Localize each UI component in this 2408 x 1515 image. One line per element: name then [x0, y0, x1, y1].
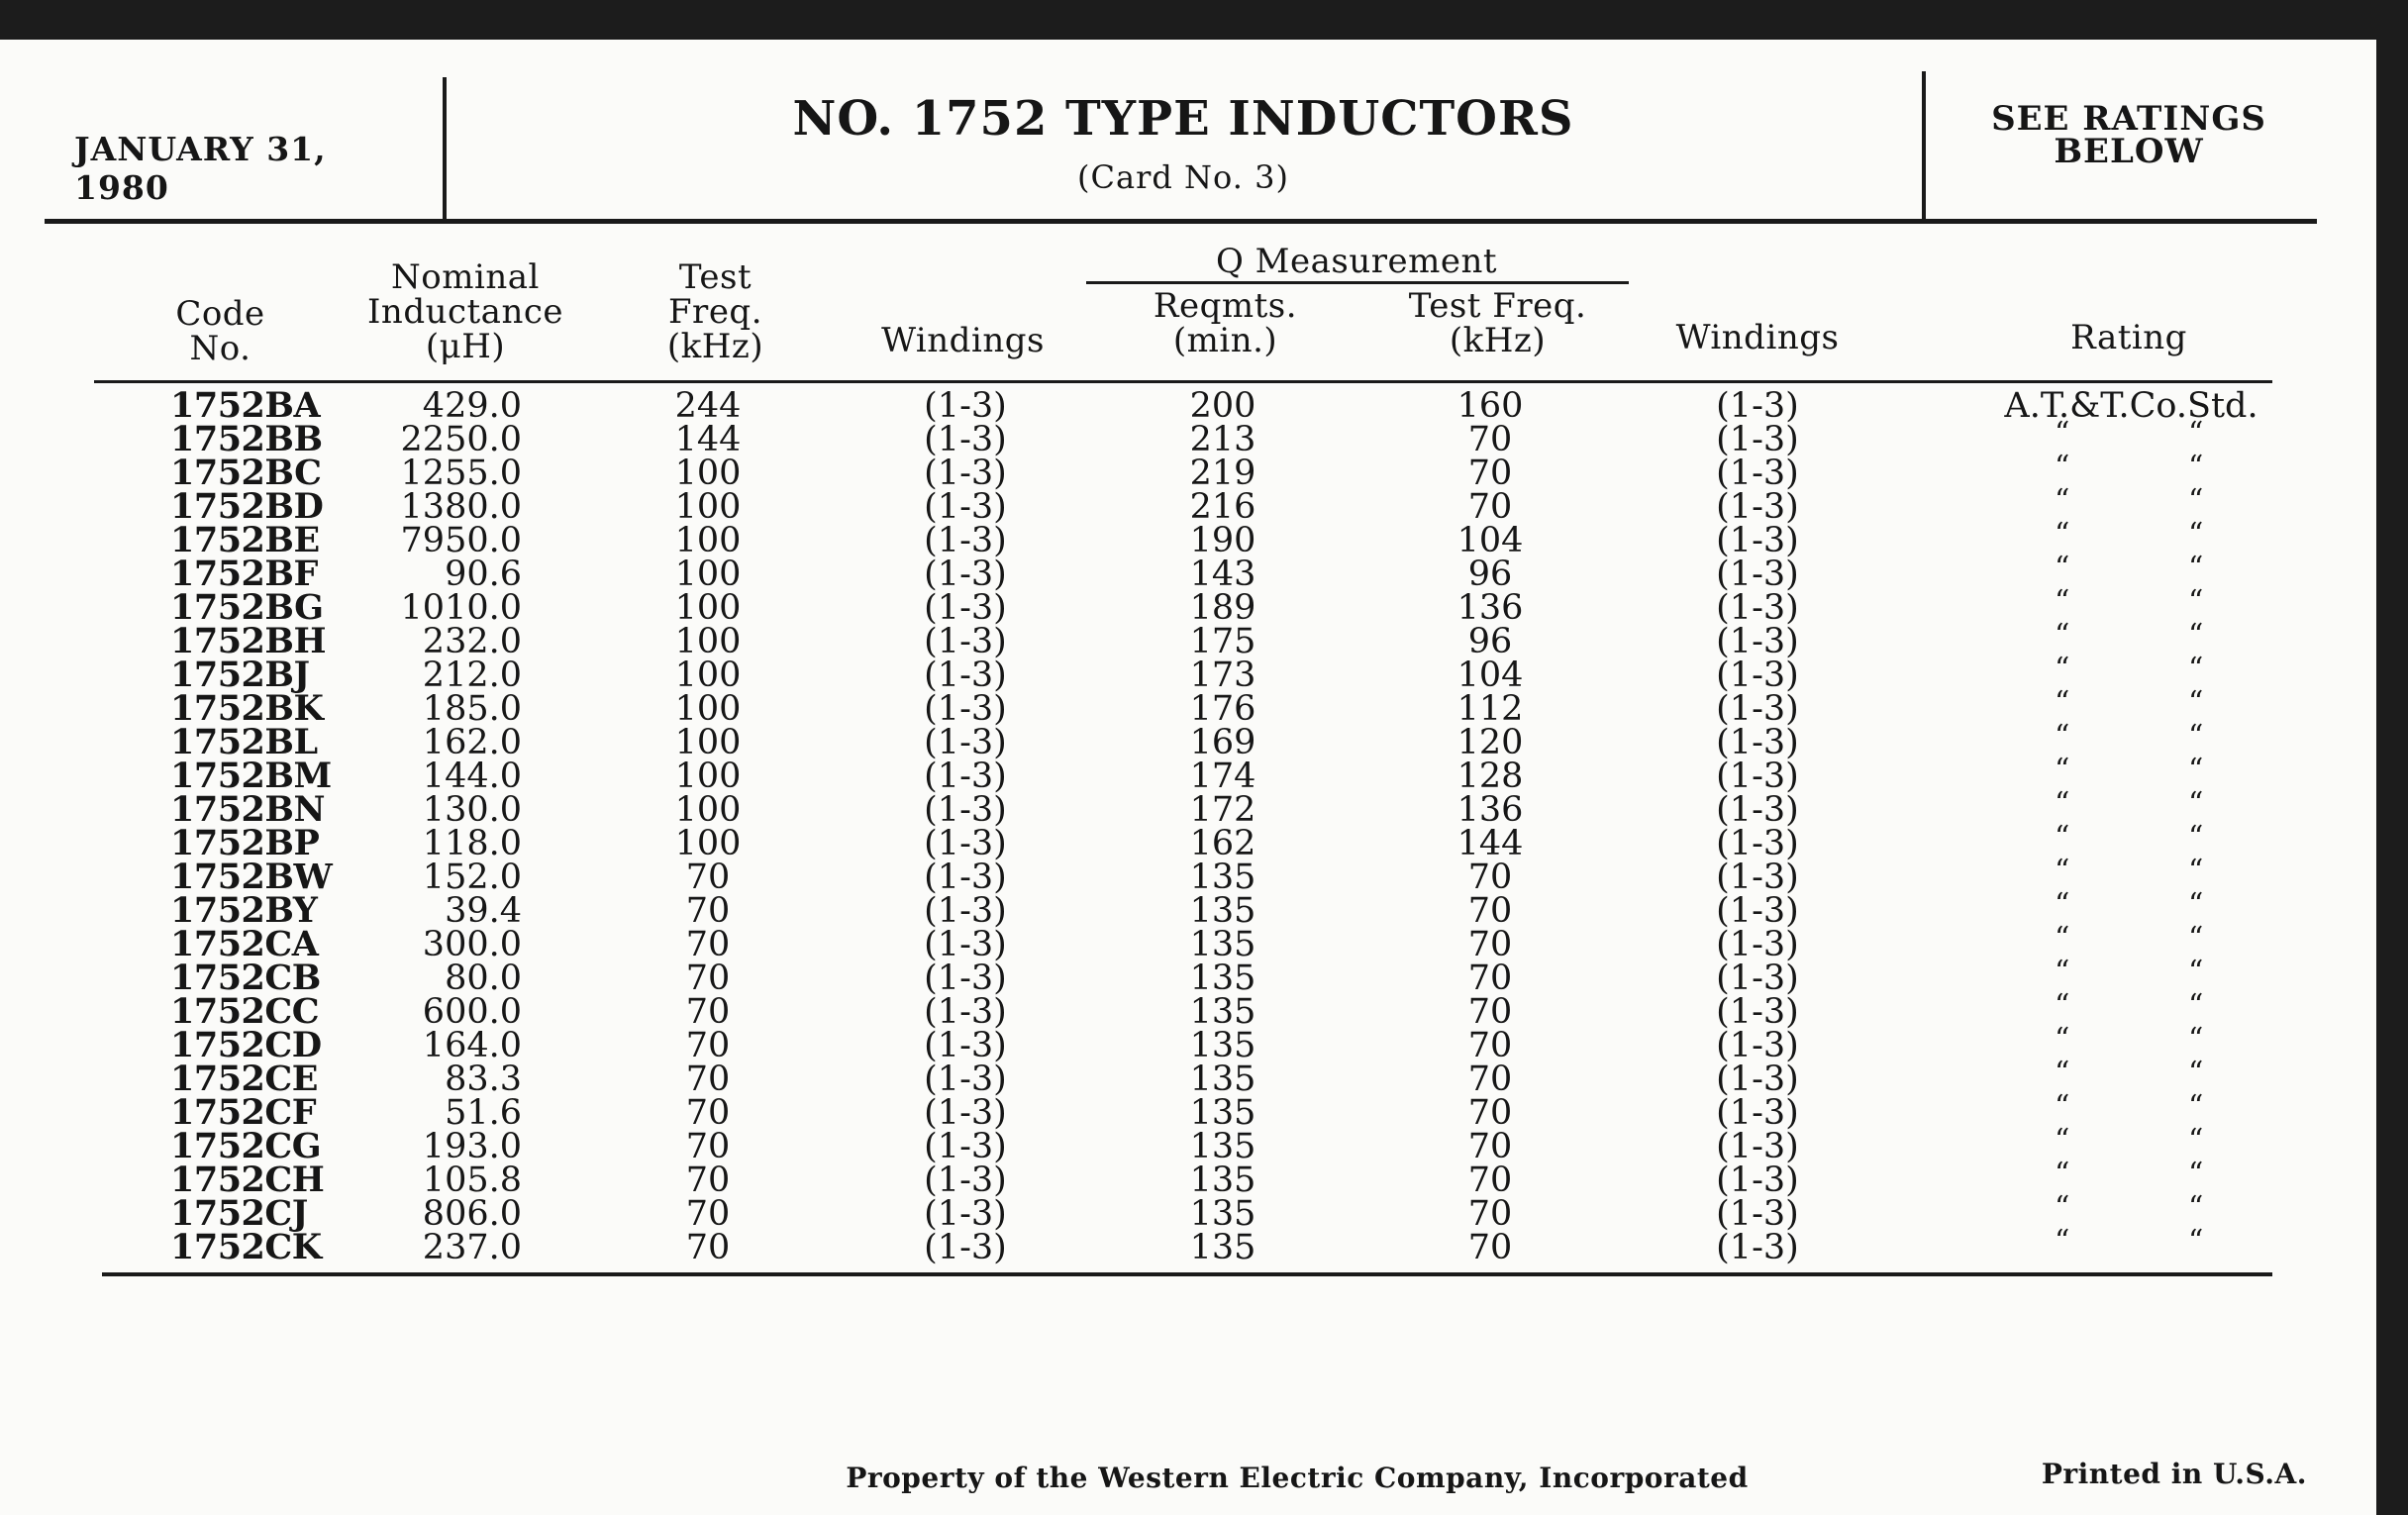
see-ratings-line2: BELOW [2054, 132, 2204, 171]
table-row [0, 584, 2376, 628]
q-test-freq-cell: 136 [1456, 790, 1524, 830]
q-test-freq-cell: 70 [1467, 959, 1513, 998]
reqmts-cell: 176 [1189, 689, 1256, 729]
table-row [0, 887, 2376, 931]
ditto-mark-left: “ [2055, 1089, 2070, 1124]
windings-2-cell: (1-3) [1716, 1026, 1799, 1065]
test-freq-cell: 100 [674, 757, 742, 796]
windings-cell: (1-3) [924, 891, 1007, 931]
q-test-freq-cell: 128 [1456, 757, 1524, 796]
code-cell: 1752BY [170, 890, 318, 931]
col-header-windings-2: Windings [1675, 318, 1840, 357]
test-freq-cell: 244 [674, 386, 742, 426]
inductance-cell: 806.0 [422, 1194, 522, 1234]
table-row [0, 450, 2376, 493]
inductance-cell: 1010.0 [400, 588, 522, 628]
inductance-cell: 152.0 [422, 858, 522, 897]
test-freq-cell: 70 [685, 891, 731, 931]
test-freq-cell: 100 [674, 454, 742, 493]
windings-cell: (1-3) [924, 959, 1007, 998]
table-row [0, 685, 2376, 729]
reqmts-cell: 135 [1189, 891, 1256, 931]
windings-cell: (1-3) [924, 723, 1007, 762]
ditto-mark-left: “ [2055, 1157, 2070, 1191]
reqmts-cell: 172 [1189, 790, 1256, 830]
table-row [0, 1224, 2376, 1267]
code-cell: 1752BE [170, 520, 320, 560]
windings-2-cell: (1-3) [1716, 386, 1799, 426]
test-freq-cell: 70 [685, 959, 731, 998]
table-row [0, 854, 2376, 897]
windings-2-cell: (1-3) [1716, 757, 1799, 796]
reqmts-cell: 135 [1189, 925, 1256, 964]
inductance-cell: 130.0 [422, 790, 522, 830]
windings-2-cell: (1-3) [1716, 891, 1799, 931]
code-cell: 1752CF [170, 1092, 317, 1133]
reqmts-cell: 135 [1189, 1127, 1256, 1166]
code-cell: 1752BJ [170, 655, 310, 695]
q-test-freq-cell: 70 [1467, 454, 1513, 493]
windings-2-cell: (1-3) [1716, 487, 1799, 527]
inductance-cell: 232.0 [422, 622, 522, 661]
card-title: NO. 1752 TYPE INDUCTORS [792, 91, 1574, 147]
code-cell: 1752BN [170, 789, 325, 830]
windings-cell: (1-3) [924, 588, 1007, 628]
table-row [0, 483, 2376, 527]
inductance-cell: 80.0 [445, 959, 522, 998]
reqmts-cell: 174 [1189, 757, 1256, 796]
test-freq-cell: 100 [674, 689, 742, 729]
ditto-mark-right: “ [2188, 1022, 2204, 1057]
ditto-mark-left: “ [2055, 483, 2070, 518]
windings-2-cell: (1-3) [1716, 992, 1799, 1032]
ditto-mark-right: “ [2188, 1190, 2204, 1225]
windings-cell: (1-3) [924, 622, 1007, 661]
code-cell: 1752BM [170, 756, 332, 796]
table-row [0, 1157, 2376, 1200]
ditto-mark-left: “ [2055, 753, 2070, 787]
test-freq-cell: 100 [674, 824, 742, 863]
windings-2-cell: (1-3) [1716, 454, 1799, 493]
ditto-mark-right: “ [2188, 719, 2204, 754]
inductance-cell: 39.4 [445, 891, 522, 931]
reqmts-cell: 135 [1189, 1026, 1256, 1065]
test-freq-cell: 70 [685, 992, 731, 1032]
table-row [0, 517, 2376, 560]
windings-cell: (1-3) [924, 1060, 1007, 1099]
q-test-freq-cell: 70 [1467, 992, 1513, 1032]
windings-cell: (1-3) [924, 757, 1007, 796]
ditto-mark-left: “ [2055, 551, 2070, 585]
ditto-mark-right: “ [2188, 618, 2204, 653]
code-cell: 1752BD [170, 486, 324, 527]
inductance-cell: 185.0 [422, 689, 522, 729]
q-test-freq-cell: 70 [1467, 1228, 1513, 1267]
inductance-cell: 1255.0 [400, 454, 522, 493]
see-ratings-note [1970, 99, 2287, 171]
windings-2-cell: (1-3) [1716, 1228, 1799, 1267]
table-row [0, 1022, 2376, 1065]
windings-2-cell: (1-3) [1716, 824, 1799, 863]
table-row [0, 1089, 2376, 1133]
code-cell: 1752BP [170, 823, 320, 863]
inductance-cell: 144.0 [422, 757, 522, 796]
ditto-mark-right: “ [2188, 955, 2204, 989]
q-test-freq-cell: 104 [1456, 521, 1524, 560]
q-measurement-rule [1086, 281, 1629, 284]
inductance-cell: 300.0 [422, 925, 522, 964]
reqmts-cell: 169 [1189, 723, 1256, 762]
inductance-cell: 237.0 [422, 1228, 522, 1267]
windings-cell: (1-3) [924, 1127, 1007, 1166]
inductance-cell: 429.0 [422, 386, 522, 426]
ditto-mark-left: “ [2055, 887, 2070, 922]
windings-cell: (1-3) [924, 824, 1007, 863]
code-cell: 1752CJ [170, 1193, 308, 1234]
code-cell: 1752BC [170, 453, 322, 493]
reqmts-cell: 200 [1189, 386, 1256, 426]
col-header-reqmts: Reqmts. (min.) [1153, 286, 1298, 360]
q-test-freq-cell: 70 [1467, 925, 1513, 964]
reqmts-cell: 135 [1189, 1093, 1256, 1133]
ditto-mark-right: “ [2188, 887, 2204, 922]
reqmts-cell: 213 [1189, 420, 1256, 459]
table-row [0, 1123, 2376, 1166]
scan-right-border [2376, 0, 2408, 1515]
col-header-code: Code No. [175, 294, 265, 368]
ditto-mark-left: “ [2055, 719, 2070, 754]
test-freq-cell: 100 [674, 723, 742, 762]
ditto-mark-right: “ [2188, 1056, 2204, 1090]
inductance-cell: 162.0 [422, 723, 522, 762]
ditto-mark-right: “ [2188, 921, 2204, 956]
windings-2-cell: (1-3) [1716, 1127, 1799, 1166]
windings-cell: (1-3) [924, 1194, 1007, 1234]
windings-2-cell: (1-3) [1716, 723, 1799, 762]
windings-2-cell: (1-3) [1716, 959, 1799, 998]
col-header-test-freq: Test Freq. (kHz) [666, 257, 764, 366]
code-cell: 1752BW [170, 857, 333, 897]
table-row [0, 1190, 2376, 1234]
test-freq-cell: 70 [685, 1127, 731, 1166]
ditto-mark-right: “ [2188, 1089, 2204, 1124]
inductance-cell: 83.3 [445, 1060, 522, 1099]
test-freq-cell: 100 [674, 656, 742, 695]
table-row [0, 618, 2376, 661]
windings-cell: (1-3) [924, 656, 1007, 695]
code-cell: 1752CB [170, 958, 321, 998]
inductance-cell: 51.6 [445, 1093, 522, 1133]
inductance-cell: 105.8 [422, 1161, 522, 1200]
header-divider-left [443, 77, 447, 222]
q-test-freq-cell: 136 [1456, 588, 1524, 628]
ditto-mark-right: “ [2188, 753, 2204, 787]
see-ratings-line1: SEE RATINGS [1991, 99, 2266, 139]
col-header-rating: Rating [2070, 318, 2187, 357]
ditto-mark-left: “ [2055, 416, 2070, 451]
q-test-freq-cell: 70 [1467, 1161, 1513, 1200]
table-row [0, 416, 2376, 459]
test-freq-cell: 70 [685, 858, 731, 897]
table-row [0, 719, 2376, 762]
windings-2-cell: (1-3) [1716, 656, 1799, 695]
ditto-mark-left: “ [2055, 584, 2070, 619]
q-test-freq-cell: 120 [1456, 723, 1524, 762]
q-test-freq-cell: 70 [1467, 891, 1513, 931]
table-bottom-rule [102, 1272, 2272, 1276]
windings-cell: (1-3) [924, 858, 1007, 897]
test-freq-cell: 100 [674, 555, 742, 594]
inductance-cell: 212.0 [422, 656, 522, 695]
code-cell: 1752BB [170, 419, 323, 459]
code-cell: 1752BA [170, 385, 321, 426]
col-header-q-test-freq: Test Freq. (kHz) [1408, 286, 1587, 360]
windings-2-cell: (1-3) [1716, 689, 1799, 729]
ditto-mark-left: “ [2055, 652, 2070, 686]
ditto-mark-right: “ [2188, 854, 2204, 888]
test-freq-cell: 70 [685, 1228, 731, 1267]
ditto-mark-left: “ [2055, 1123, 2070, 1158]
ditto-mark-left: “ [2055, 618, 2070, 653]
reqmts-cell: 189 [1189, 588, 1256, 628]
reqmts-cell: 135 [1189, 1161, 1256, 1200]
ditto-mark-right: “ [2188, 820, 2204, 855]
code-cell: 1752BK [170, 688, 324, 729]
windings-cell: (1-3) [924, 454, 1007, 493]
card-subtitle: (Card No. 3) [1077, 158, 1289, 196]
test-freq-cell: 100 [674, 790, 742, 830]
q-test-freq-cell: 70 [1467, 858, 1513, 897]
code-cell: 1752BL [170, 722, 318, 762]
windings-2-cell: (1-3) [1716, 1194, 1799, 1234]
test-freq-cell: 100 [674, 521, 742, 560]
code-cell: 1752CH [170, 1160, 325, 1200]
q-test-freq-cell: 160 [1456, 386, 1524, 426]
code-cell: 1752CE [170, 1059, 318, 1099]
code-cell: 1752CK [170, 1227, 322, 1267]
inductance-cell: 7950.0 [400, 521, 522, 560]
table-row [0, 820, 2376, 863]
reqmts-cell: 135 [1189, 992, 1256, 1032]
windings-cell: (1-3) [924, 521, 1007, 560]
reqmts-cell: 190 [1189, 521, 1256, 560]
windings-cell: (1-3) [924, 555, 1007, 594]
q-test-freq-cell: 70 [1467, 1127, 1513, 1166]
q-test-freq-cell: 70 [1467, 1093, 1513, 1133]
q-test-freq-cell: 70 [1467, 487, 1513, 527]
ditto-mark-right: “ [2188, 652, 2204, 686]
table-row [0, 385, 2376, 426]
ditto-mark-right: “ [2188, 786, 2204, 821]
windings-cell: (1-3) [924, 1026, 1007, 1065]
code-cell: 1752CC [170, 991, 320, 1032]
ditto-mark-left: “ [2055, 854, 2070, 888]
q-test-freq-cell: 112 [1456, 689, 1524, 729]
ditto-mark-right: “ [2188, 1123, 2204, 1158]
reqmts-cell: 143 [1189, 555, 1256, 594]
windings-2-cell: (1-3) [1716, 1161, 1799, 1200]
inductance-cell: 193.0 [422, 1127, 522, 1166]
ditto-mark-right: “ [2188, 1157, 2204, 1191]
ditto-mark-left: “ [2055, 1224, 2070, 1259]
test-freq-cell: 70 [685, 1194, 731, 1234]
ditto-mark-left: “ [2055, 685, 2070, 720]
property-notice: Property of the Western Electric Company, Incorporated [846, 1462, 1749, 1494]
ditto-mark-left: “ [2055, 1056, 2070, 1090]
code-cell: 1752CG [170, 1126, 322, 1166]
code-cell: 1752BH [170, 621, 327, 661]
ditto-mark-left: “ [2055, 1190, 2070, 1225]
windings-2-cell: (1-3) [1716, 521, 1799, 560]
ditto-mark-right: “ [2188, 483, 2204, 518]
windings-cell: (1-3) [924, 420, 1007, 459]
column-header-rule [94, 380, 2272, 383]
windings-cell: (1-3) [924, 386, 1007, 426]
test-freq-cell: 100 [674, 487, 742, 527]
col-header-inductance: Nominal Inductance (μH) [366, 257, 564, 366]
test-freq-cell: 70 [685, 1026, 731, 1065]
q-test-freq-cell: 70 [1467, 1026, 1513, 1065]
test-freq-cell: 100 [674, 588, 742, 628]
q-test-freq-cell: 104 [1456, 656, 1524, 695]
q-measurement-heading: Q Measurement [1215, 242, 1498, 281]
ditto-mark-right: “ [2188, 685, 2204, 720]
q-test-freq-cell: 144 [1456, 824, 1524, 863]
windings-2-cell: (1-3) [1716, 790, 1799, 830]
test-freq-cell: 100 [674, 622, 742, 661]
windings-cell: (1-3) [924, 1161, 1007, 1200]
inductance-cell: 164.0 [422, 1026, 522, 1065]
ditto-mark-right: “ [2188, 1224, 2204, 1259]
reqmts-cell: 219 [1189, 454, 1256, 493]
ditto-mark-left: “ [2055, 450, 2070, 484]
ditto-mark-right: “ [2188, 988, 2204, 1023]
ditto-mark-left: “ [2055, 786, 2070, 821]
windings-2-cell: (1-3) [1716, 1060, 1799, 1099]
windings-cell: (1-3) [924, 689, 1007, 729]
q-test-freq-cell: 70 [1467, 420, 1513, 459]
test-freq-cell: 144 [674, 420, 742, 459]
col-header-windings: Windings [881, 321, 1045, 360]
reqmts-cell: 173 [1189, 656, 1256, 695]
test-freq-cell: 70 [685, 925, 731, 964]
table-row [0, 786, 2376, 830]
table-row [0, 551, 2376, 594]
test-freq-cell: 70 [685, 1093, 731, 1133]
windings-2-cell: (1-3) [1716, 622, 1799, 661]
windings-cell: (1-3) [924, 790, 1007, 830]
ditto-mark-left: “ [2055, 988, 2070, 1023]
ditto-mark-right: “ [2188, 416, 2204, 451]
q-test-freq-cell: 96 [1467, 622, 1513, 661]
printed-notice: Printed in U.S.A. [2041, 1458, 2307, 1490]
test-freq-cell: 70 [685, 1060, 731, 1099]
table-row [0, 753, 2376, 796]
reqmts-cell: 135 [1189, 1194, 1256, 1234]
card-date: JANUARY 31, 1980 [74, 130, 327, 207]
table-row [0, 988, 2376, 1032]
table-row [0, 1056, 2376, 1099]
reqmts-cell: 135 [1189, 1228, 1256, 1267]
windings-2-cell: (1-3) [1716, 925, 1799, 964]
test-freq-cell: 70 [685, 1161, 731, 1200]
windings-cell: (1-3) [924, 992, 1007, 1032]
reqmts-cell: 162 [1189, 824, 1256, 863]
ditto-mark-left: “ [2055, 1022, 2070, 1057]
reqmts-cell: 175 [1189, 622, 1256, 661]
windings-cell: (1-3) [924, 1228, 1007, 1267]
header-divider-right [1922, 71, 1926, 220]
reqmts-cell: 216 [1189, 487, 1256, 527]
code-cell: 1752BF [170, 554, 318, 594]
windings-cell: (1-3) [924, 925, 1007, 964]
header-rule [45, 219, 2317, 224]
ditto-mark-left: “ [2055, 955, 2070, 989]
code-cell: 1752CA [170, 924, 319, 964]
table-row [0, 955, 2376, 998]
windings-cell: (1-3) [924, 1093, 1007, 1133]
ditto-mark-right: “ [2188, 517, 2204, 552]
reqmts-cell: 135 [1189, 1060, 1256, 1099]
code-cell: 1752BG [170, 587, 324, 628]
inductance-cell: 1380.0 [400, 487, 522, 527]
q-test-freq-cell: 96 [1467, 555, 1513, 594]
reqmts-cell: 135 [1189, 858, 1256, 897]
q-test-freq-cell: 70 [1467, 1060, 1513, 1099]
windings-2-cell: (1-3) [1716, 858, 1799, 897]
reqmts-cell: 135 [1189, 959, 1256, 998]
inductance-cell: 600.0 [422, 992, 522, 1032]
windings-2-cell: (1-3) [1716, 1093, 1799, 1133]
rating-cell: A.T.&T.Co.Std. [2004, 386, 2258, 426]
windings-2-cell: (1-3) [1716, 588, 1799, 628]
ditto-mark-left: “ [2055, 820, 2070, 855]
code-cell: 1752CD [170, 1025, 322, 1065]
windings-2-cell: (1-3) [1716, 420, 1799, 459]
ditto-mark-right: “ [2188, 551, 2204, 585]
table-row [0, 921, 2376, 964]
q-test-freq-cell: 70 [1467, 1194, 1513, 1234]
windings-cell: (1-3) [924, 487, 1007, 527]
inductance-cell: 118.0 [422, 824, 522, 863]
ditto-mark-left: “ [2055, 921, 2070, 956]
scan-top-border [0, 0, 2408, 40]
table-row [0, 652, 2376, 695]
ditto-mark-right: “ [2188, 584, 2204, 619]
inductor-table-body [0, 385, 2376, 1267]
windings-2-cell: (1-3) [1716, 555, 1799, 594]
inductance-cell: 90.6 [445, 555, 522, 594]
ditto-mark-right: “ [2188, 450, 2204, 484]
inductance-cell: 2250.0 [400, 420, 522, 459]
ditto-mark-left: “ [2055, 517, 2070, 552]
